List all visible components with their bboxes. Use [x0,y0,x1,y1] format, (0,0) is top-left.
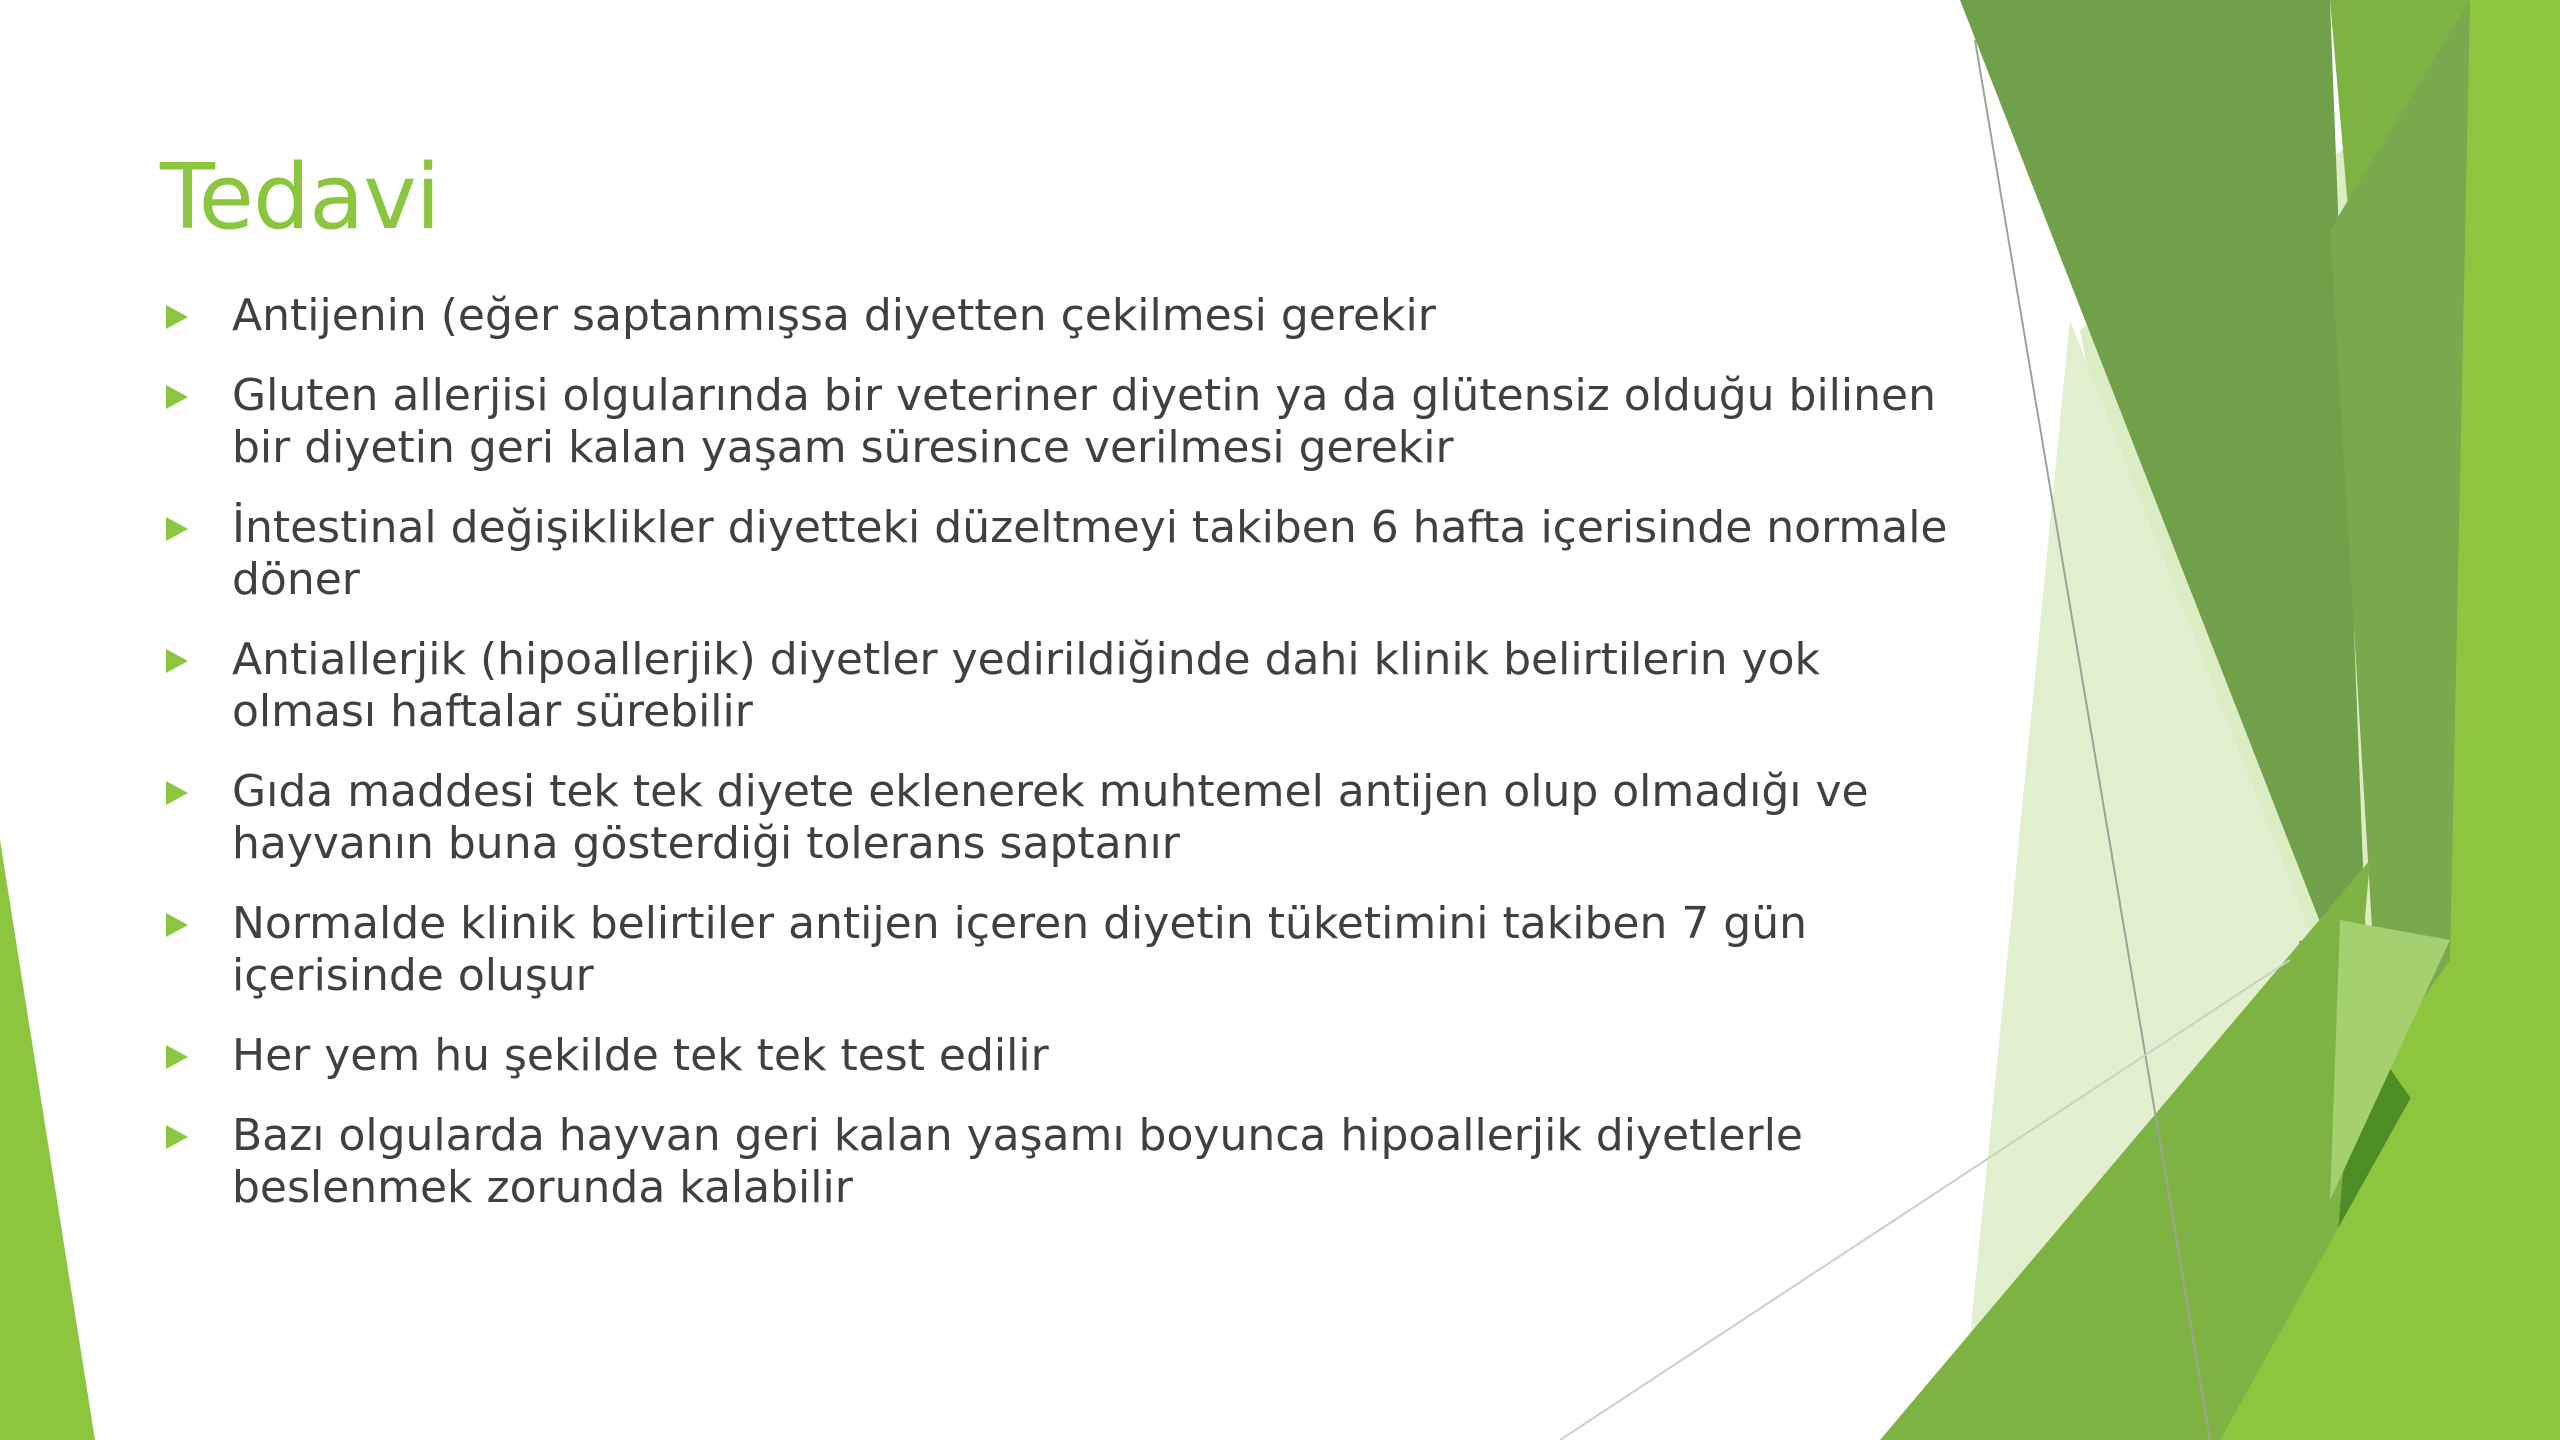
triangle-bullet-icon [166,649,188,673]
triangle-bullet-icon [166,913,188,937]
bullet-item [160,370,1960,474]
bullet-item [160,898,1960,1002]
triangle-bullet-icon [166,781,188,805]
bullet-text: Gıda maddesi tek tek diyete eklenerek muhtemel antijen olup olmadığı ve hayvanın buna gösterdiği tolerans saptanır [232,766,1869,869]
triangle-bullet-icon [166,1125,188,1149]
bullet-text: Bazı olgularda hayvan geri kalan yaşamı boyunca hipoallerjik diyetlerle beslenmek zorunda kalabilir [232,1110,1804,1213]
bullet-item [160,766,1960,870]
bullet-item [160,290,1960,342]
bullet-item [160,1030,1960,1082]
bullet-item [160,502,1960,606]
triangle-bullet-icon [166,517,188,541]
bullet-list [160,290,1960,1242]
bullet-text: Antiallerjik (hipoallerjik) diyetler yedirildiğinde dahi klinik belirtilerin yok olması haftalar sürebilir [232,634,1821,737]
bullet-text: Gluten allerjisi olgularında bir veteriner diyetin ya da glütensiz olduğu bilinen bir diyetin geri kalan yaşam süresince verilmesi gerekir [232,370,1936,473]
triangle-bullet-icon [166,1045,188,1069]
bullet-text: Antijenin (eğer saptanmışsa diyetten çekilmesi gerekir [232,290,1436,341]
triangle-bullet-icon [166,385,188,409]
bullet-text: Normalde klinik belirtiler antijen içeren diyetin tüketimini takiben 7 gün içerisinde oluşur [232,898,1807,1001]
left-facet [0,840,95,1440]
triangle-bullet-icon [166,305,188,329]
bullet-text: Her yem hu şekilde tek tek test edilir [232,1030,1049,1081]
slide-title: Tedavi [160,145,440,250]
bullet-item [160,634,1960,738]
bullet-item [160,1110,1960,1214]
bullet-text: İntestinal değişiklikler diyetteki düzeltmeyi takiben 6 hafta içerisinde normale döner [232,502,1948,605]
